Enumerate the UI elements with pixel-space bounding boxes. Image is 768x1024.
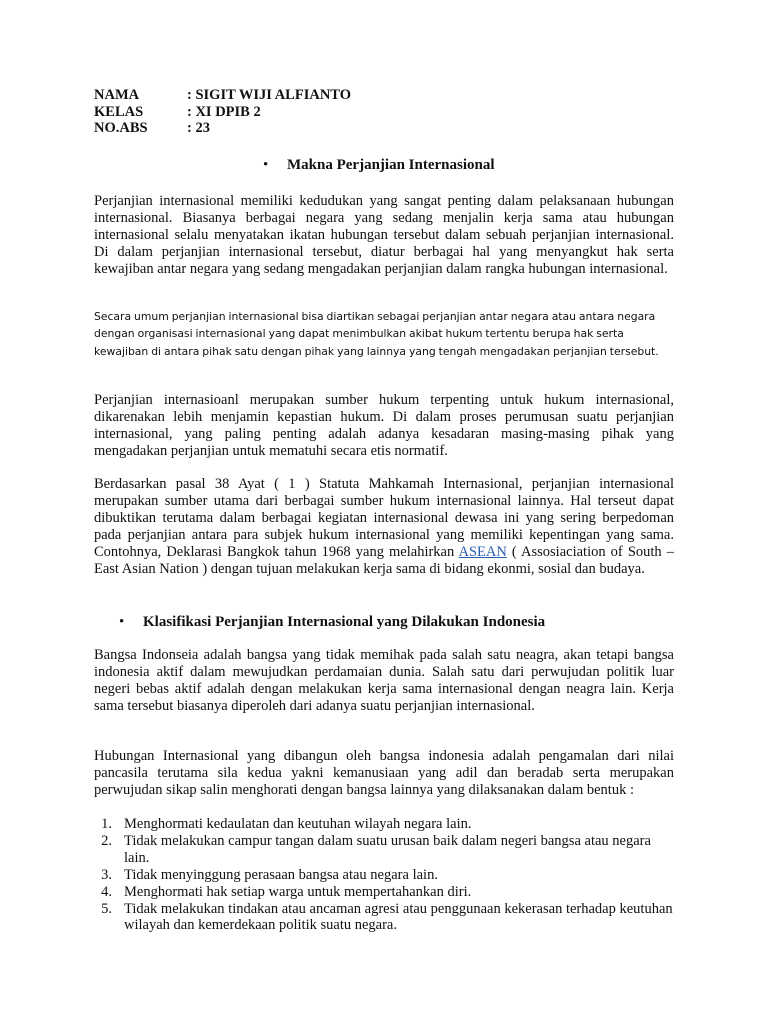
noabs-value: : 23: [187, 120, 210, 136]
list-item: 3. Tidak menyinggung perasaan bangsa atau negara lain.: [101, 866, 438, 883]
list-item: 1. Menghormati kedaulatan dan keutuhan wilayah negara lain.: [101, 816, 472, 832]
section2-paragraph-2: Hubungan Internasional yang dibangun oleh bangsa indonesia adalah pengamalan dari nilai pancasila terutama sila kedua yakni kemanusiaan yang adil dan beradab serta merupakan perwujudan sikap salin menghorati dengan bangsa lainnya yang dilaksanakan dalam bentuk :: [94, 748, 674, 798]
section2-heading-text: Klasifikasi Perjanjian Internasional yang Dilakukan Indonesia: [143, 614, 546, 630]
list-text: Tidak melakukan campur tangan dalam suatu urusan baik dalam negeri bangsa atau negara lain.: [124, 832, 651, 866]
kelas-row: [94, 104, 351, 121]
nama-label: NAMA: [94, 87, 140, 103]
principles-list: [94, 816, 674, 934]
list-text: Tidak melakukan tindakan atau ancaman agresi atau penggunaan kekerasan terhadap keutuhan wilayah dan kemerdekaan politik suatu negara.: [124, 900, 673, 934]
noabs-label: NO.ABS: [94, 120, 148, 136]
asean-link[interactable]: ASEAN: [458, 543, 507, 560]
section1-paragraph-4: [94, 476, 674, 577]
section1-heading-text: Makna Perjanjian Internasional: [287, 157, 495, 173]
section2-paragraph-1: Bangsa Indonseia adalah bangsa yang tidak memihak pada salah satu neagra, akan tetapi bangsa indonesia aktif dalam mewujudkan perdamaian dunia. Salah satu dari perwujudan politik luar negeri bebas aktif adalah dengan melakukan kerja sama internasional dengan neagra lain. Kerja sama tersebut biasanya diperoleh dari adanya suatu perjanjian internasional.: [94, 647, 674, 714]
list-item: 5. Tidak melakukan tindakan atau ancaman agresi atau penggunaan kekerasan terhadap keutuhan wilayah dan kemerdekaan politik suatu negara.: [101, 900, 673, 934]
kelas-value: : XI DPIB 2: [187, 103, 261, 120]
section1-paragraph-1: Perjanjian internasional memiliki kedudukan yang sangat penting dalam pelaksanaan hubungan internasional. Biasanya berbagai negara yang sedang menjalin kerja sama atau hubungan internasional selalu menyatakan ikatan hubungan tersebut dalam sebuah perjanjian internasional. Di dalam perjanjian internasional tersebut, diatur berbagai hal yang menyangkut hak serta kewajiban antar negara yang sedang mengadakan perjanjian dalam rangka hubungan internasional.: [94, 193, 674, 277]
kelas-label: KELAS: [94, 103, 144, 120]
bullet-icon: •: [119, 614, 125, 630]
bullet-icon: •: [263, 157, 269, 173]
noabs-row: [94, 120, 351, 137]
section1-heading: [263, 156, 495, 174]
list-text: Tidak menyinggung perasaan bangsa atau negara lain.: [124, 866, 438, 883]
list-item: 2. Tidak melakukan campur tangan dalam suatu urusan baik dalam negeri bangsa atau negara lain.: [101, 832, 651, 866]
section1-paragraph-2: Secara umum perjanjian internasional bisa diartikan sebagai perjanjian antar negara atau antara negara dengan organisasi internasional yang dapat menimbulkan akibat hukum tertentu berupa hak serta kewajiban di antara pihak satu dengan pihak yang lainnya yang tengah mengadakan perjanjian tersebut.: [94, 310, 659, 358]
list-item: 4. Menghormati hak setiap warga untuk mempertahankan diri.: [101, 883, 472, 900]
paragraph-4-text-a: Berdasarkan pasal 38 Ayat ( 1 ) Statuta Mahkamah Internasional, perjanjian internasional merupakan sumber utama dari berbagai sumber hukum internasional lainnya. Hal terseut dapat dibuktikan terutama dalam berbagai kegiatan internasional dewasa ini yang sering berpedoman pada perjanjian antara para subjek hukum internasional yang memiliki kepentingan yang sama. Contohnya, Deklarasi Bangkok tahun 1968 yang melahirkan: [94, 476, 674, 560]
list-text: Menghormati hak setiap warga untuk mempertahankan diri.: [124, 883, 472, 900]
section1-paragraph-3: Perjanjian internasioanl merupakan sumber hukum terpenting untuk hukum internasional, dikarenakan lebih menjamin kepastian hukum. Di dalam proses perumusan suatu perjanjian internasional, yang paling penting adalah adanya kesadaran masing-masing pihak yang mengadakan perjanjian untuk mematuhi secara etis normatif.: [94, 392, 674, 459]
student-info: [94, 87, 351, 137]
nama-value: : SIGIT WIJI ALFIANTO: [187, 87, 351, 103]
nama-row: [94, 87, 351, 104]
section2-heading: [119, 613, 546, 631]
paragraph-4-text-b: ( Assosiaciation of South – East Asian Nation ) dengan tujuan melakukan kerja sama di bidang ekonmi, sosial dan budaya.: [94, 543, 674, 577]
list-text: Menghormati kedaulatan dan keutuhan wilayah negara lain.: [124, 816, 472, 832]
